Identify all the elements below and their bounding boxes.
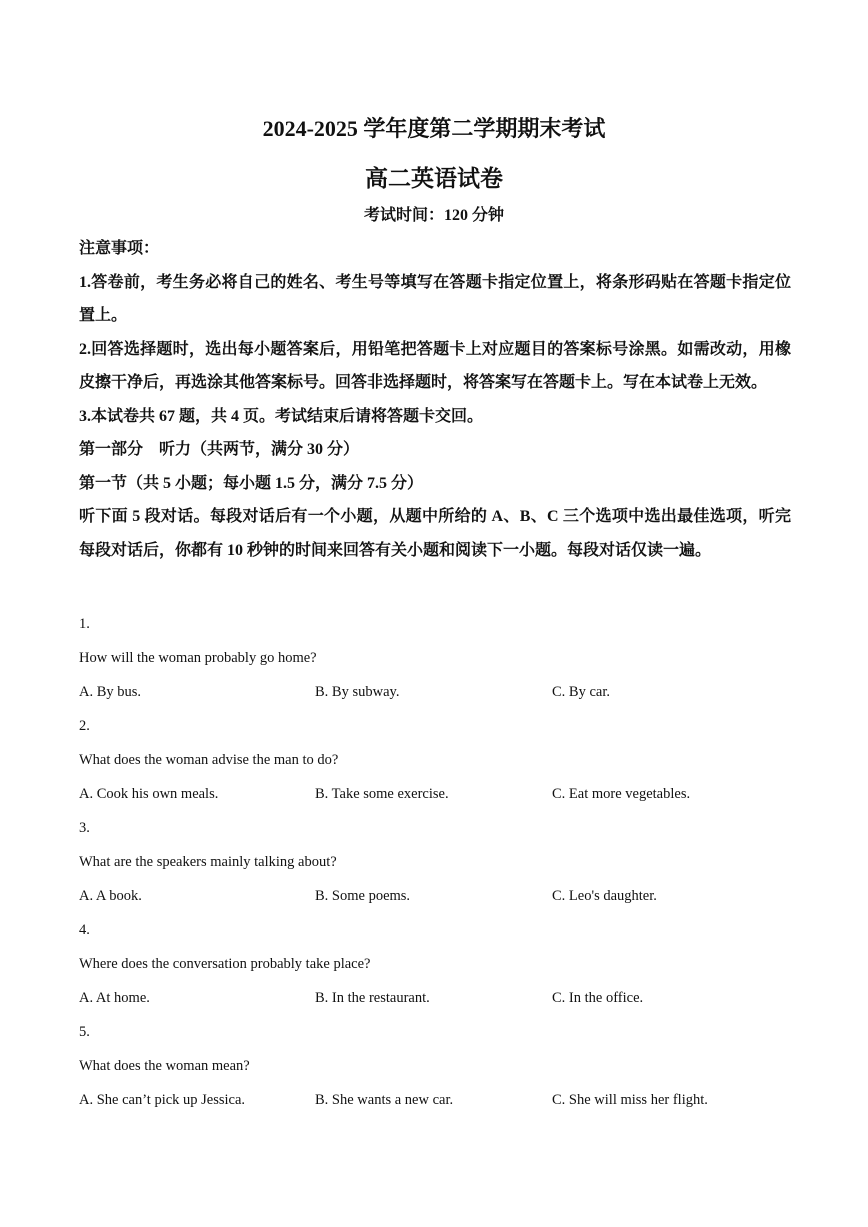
question-stem: Where does the conversation probably take place? xyxy=(79,956,371,972)
option-b: B. Some poems. xyxy=(315,888,411,904)
option-row xyxy=(79,680,791,714)
notes-item-2: 2.回答选择题时，选出每小题答案后，用铅笔把答题卡上对应题目的答案标号涂黑。如需改动，用橡皮擦干净后，再选涂其他答案标号。回答非选择题时，将答案写在答题卡上。写在本试卷上无效。 xyxy=(79,340,791,391)
notes-item-3: 3.本试卷共 67 题，共 4 页。考试结束后请将答题卡交回。 xyxy=(79,407,484,425)
subsection-heading: 第一节（共 5 小题；每小题 1.5 分，满分 7.5 分） xyxy=(79,474,424,492)
exam-time: 考试时间：120 分钟 xyxy=(363,207,504,224)
option-b: B. In the restaurant. xyxy=(315,990,430,1006)
option-row xyxy=(79,986,791,1020)
notes-section xyxy=(79,232,791,567)
question-2 xyxy=(79,714,791,816)
option-c: C. She will miss her flight. xyxy=(552,1092,708,1108)
option-c: C. In the office. xyxy=(552,990,644,1006)
option-row xyxy=(79,884,791,918)
question-stem: What are the speakers mainly talking about? xyxy=(79,854,337,870)
question-stem: What does the woman mean? xyxy=(79,1058,250,1074)
option-c: C. Leo's daughter. xyxy=(552,888,657,904)
question-5 xyxy=(79,1020,791,1122)
question-number: 4. xyxy=(79,922,90,938)
listening-instructions: 听下面 5 段对话。每段对话后有一个小题，从题中所给的 A、B、C 三个选项中选出最佳选项，听完每段对话后，你都有 10 秒钟的时间来回答有关小题和阅读下一小题。每段对话仅读一遍。 xyxy=(79,508,791,559)
question-1 xyxy=(79,612,791,714)
question-number: 5. xyxy=(79,1024,90,1040)
part-heading: 第一部分 听力（共两节，满分 30 分） xyxy=(79,441,360,458)
question-number: 1. xyxy=(79,616,90,632)
option-c: C. By car. xyxy=(552,684,610,700)
exam-subtitle: 高二英语试卷 xyxy=(365,166,503,191)
question-3 xyxy=(79,816,791,918)
option-a: A. A book. xyxy=(79,888,142,904)
option-row xyxy=(79,782,791,816)
option-b: B. Take some exercise. xyxy=(315,786,449,802)
option-a: A. At home. xyxy=(79,990,150,1006)
question-number: 2. xyxy=(79,718,90,734)
question-list xyxy=(79,612,791,1122)
notes-heading: 注意事项： xyxy=(79,240,160,257)
question-number: 3. xyxy=(79,820,90,836)
option-b: B. She wants a new car. xyxy=(315,1092,454,1108)
notes-item-1: 1.答卷前，考生务必将自己的姓名、考生号等填写在答题卡指定位置上，将条形码贴在答题卡指定位置上。 xyxy=(79,273,791,324)
option-c: C. Eat more vegetables. xyxy=(552,786,691,802)
option-a: A. By bus. xyxy=(79,684,142,700)
question-stem: How will the woman probably go home? xyxy=(79,650,317,666)
exam-title: 2024-2025 学年度第二学期期末考试 xyxy=(262,116,606,141)
option-b: B. By subway. xyxy=(315,684,400,700)
option-row xyxy=(79,1088,791,1122)
option-a: A. She can’t pick up Jessica. xyxy=(79,1092,246,1108)
option-a: A. Cook his own meals. xyxy=(79,786,219,802)
question-4 xyxy=(79,918,791,1020)
question-stem: What does the woman advise the man to do? xyxy=(79,752,339,768)
